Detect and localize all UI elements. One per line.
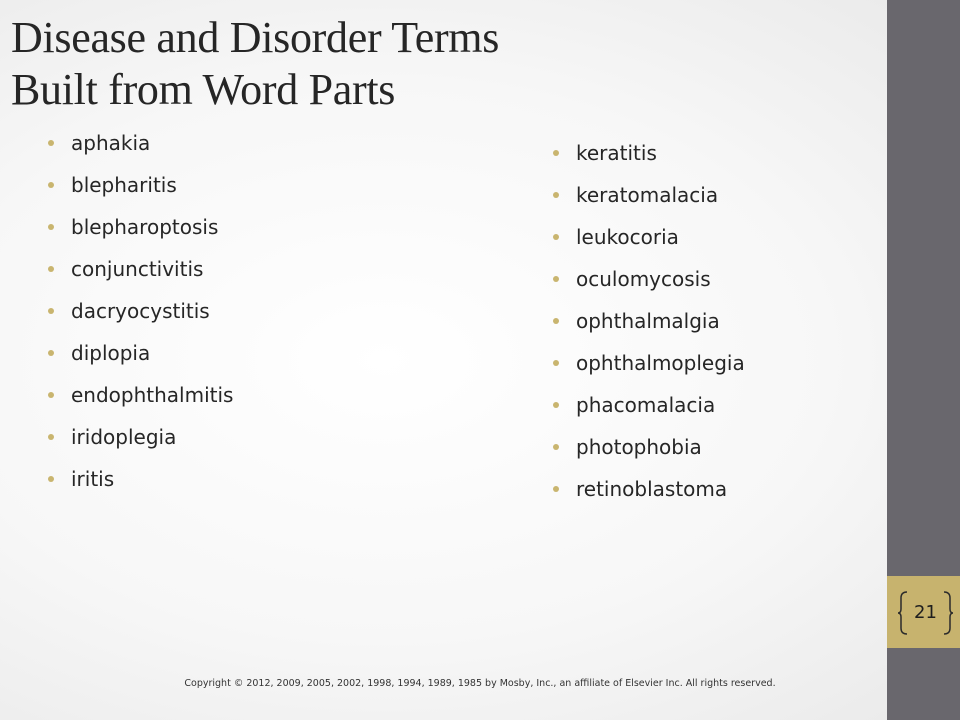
bullet-icon bbox=[553, 192, 559, 198]
term-text: ophthalmoplegia bbox=[576, 351, 745, 375]
list-item bbox=[48, 332, 233, 374]
list-item bbox=[553, 426, 745, 468]
list-item bbox=[553, 342, 745, 384]
list-item bbox=[48, 458, 233, 500]
bullet-icon bbox=[553, 444, 559, 450]
list-item bbox=[553, 174, 745, 216]
list-item bbox=[553, 132, 745, 174]
term-text: leukocoria bbox=[576, 225, 679, 249]
list-item bbox=[48, 164, 233, 206]
list-item bbox=[553, 216, 745, 258]
term-text: conjunctivitis bbox=[71, 257, 204, 281]
term-text: iridoplegia bbox=[71, 425, 177, 449]
list-item bbox=[48, 122, 233, 164]
term-text: iritis bbox=[71, 467, 115, 491]
title-line-2: Built from Word Parts bbox=[11, 65, 396, 114]
term-text: photophobia bbox=[576, 435, 702, 459]
term-text: blepharitis bbox=[71, 173, 177, 197]
list-item bbox=[553, 468, 745, 510]
term-text: retinoblastoma bbox=[576, 477, 728, 501]
bullet-icon bbox=[48, 350, 54, 356]
list-item bbox=[48, 416, 233, 458]
bullet-icon bbox=[48, 434, 54, 440]
list-item bbox=[553, 384, 745, 426]
bullet-icon bbox=[553, 360, 559, 366]
title-line-1: Disease and Disorder Terms bbox=[11, 13, 500, 62]
bullet-icon bbox=[48, 476, 54, 482]
bullet-icon bbox=[553, 234, 559, 240]
page-number-bracket bbox=[898, 590, 953, 636]
list-item bbox=[48, 374, 233, 416]
list-item bbox=[553, 258, 745, 300]
term-text: endophthalmitis bbox=[71, 383, 234, 407]
term-text: phacomalacia bbox=[576, 393, 716, 417]
list-item bbox=[553, 300, 745, 342]
list-item bbox=[48, 290, 233, 332]
term-text: keratomalacia bbox=[576, 183, 719, 207]
term-text: dacryocystitis bbox=[71, 299, 210, 323]
bullet-icon bbox=[48, 392, 54, 398]
bullet-icon bbox=[48, 266, 54, 272]
bullet-icon bbox=[553, 402, 559, 408]
list-item bbox=[48, 206, 233, 248]
bullet-icon bbox=[48, 182, 54, 188]
term-text: keratitis bbox=[576, 141, 657, 165]
bullet-icon bbox=[48, 308, 54, 314]
page-number: 21 bbox=[914, 602, 937, 623]
right-term-list bbox=[553, 132, 745, 510]
bullet-icon bbox=[553, 486, 559, 492]
bullet-icon bbox=[553, 150, 559, 156]
bullet-icon bbox=[48, 224, 54, 230]
bullet-icon bbox=[48, 140, 54, 146]
term-text: aphakia bbox=[71, 131, 151, 155]
bullet-icon bbox=[553, 318, 559, 324]
term-text: diplopia bbox=[71, 341, 151, 365]
copyright-notice: Copyright © 2012, 2009, 2005, 2002, 1998, 1994, 1989, 1985 by Mosby, Inc., an affiliate of Elsevier Inc. All rights reserved. bbox=[184, 678, 776, 689]
list-item bbox=[48, 248, 233, 290]
slide-title bbox=[11, 12, 871, 116]
term-text: blepharoptosis bbox=[71, 215, 219, 239]
bullet-icon bbox=[553, 276, 559, 282]
term-text: ophthalmalgia bbox=[576, 309, 720, 333]
left-term-list bbox=[48, 122, 233, 500]
term-text: oculomycosis bbox=[576, 267, 711, 291]
